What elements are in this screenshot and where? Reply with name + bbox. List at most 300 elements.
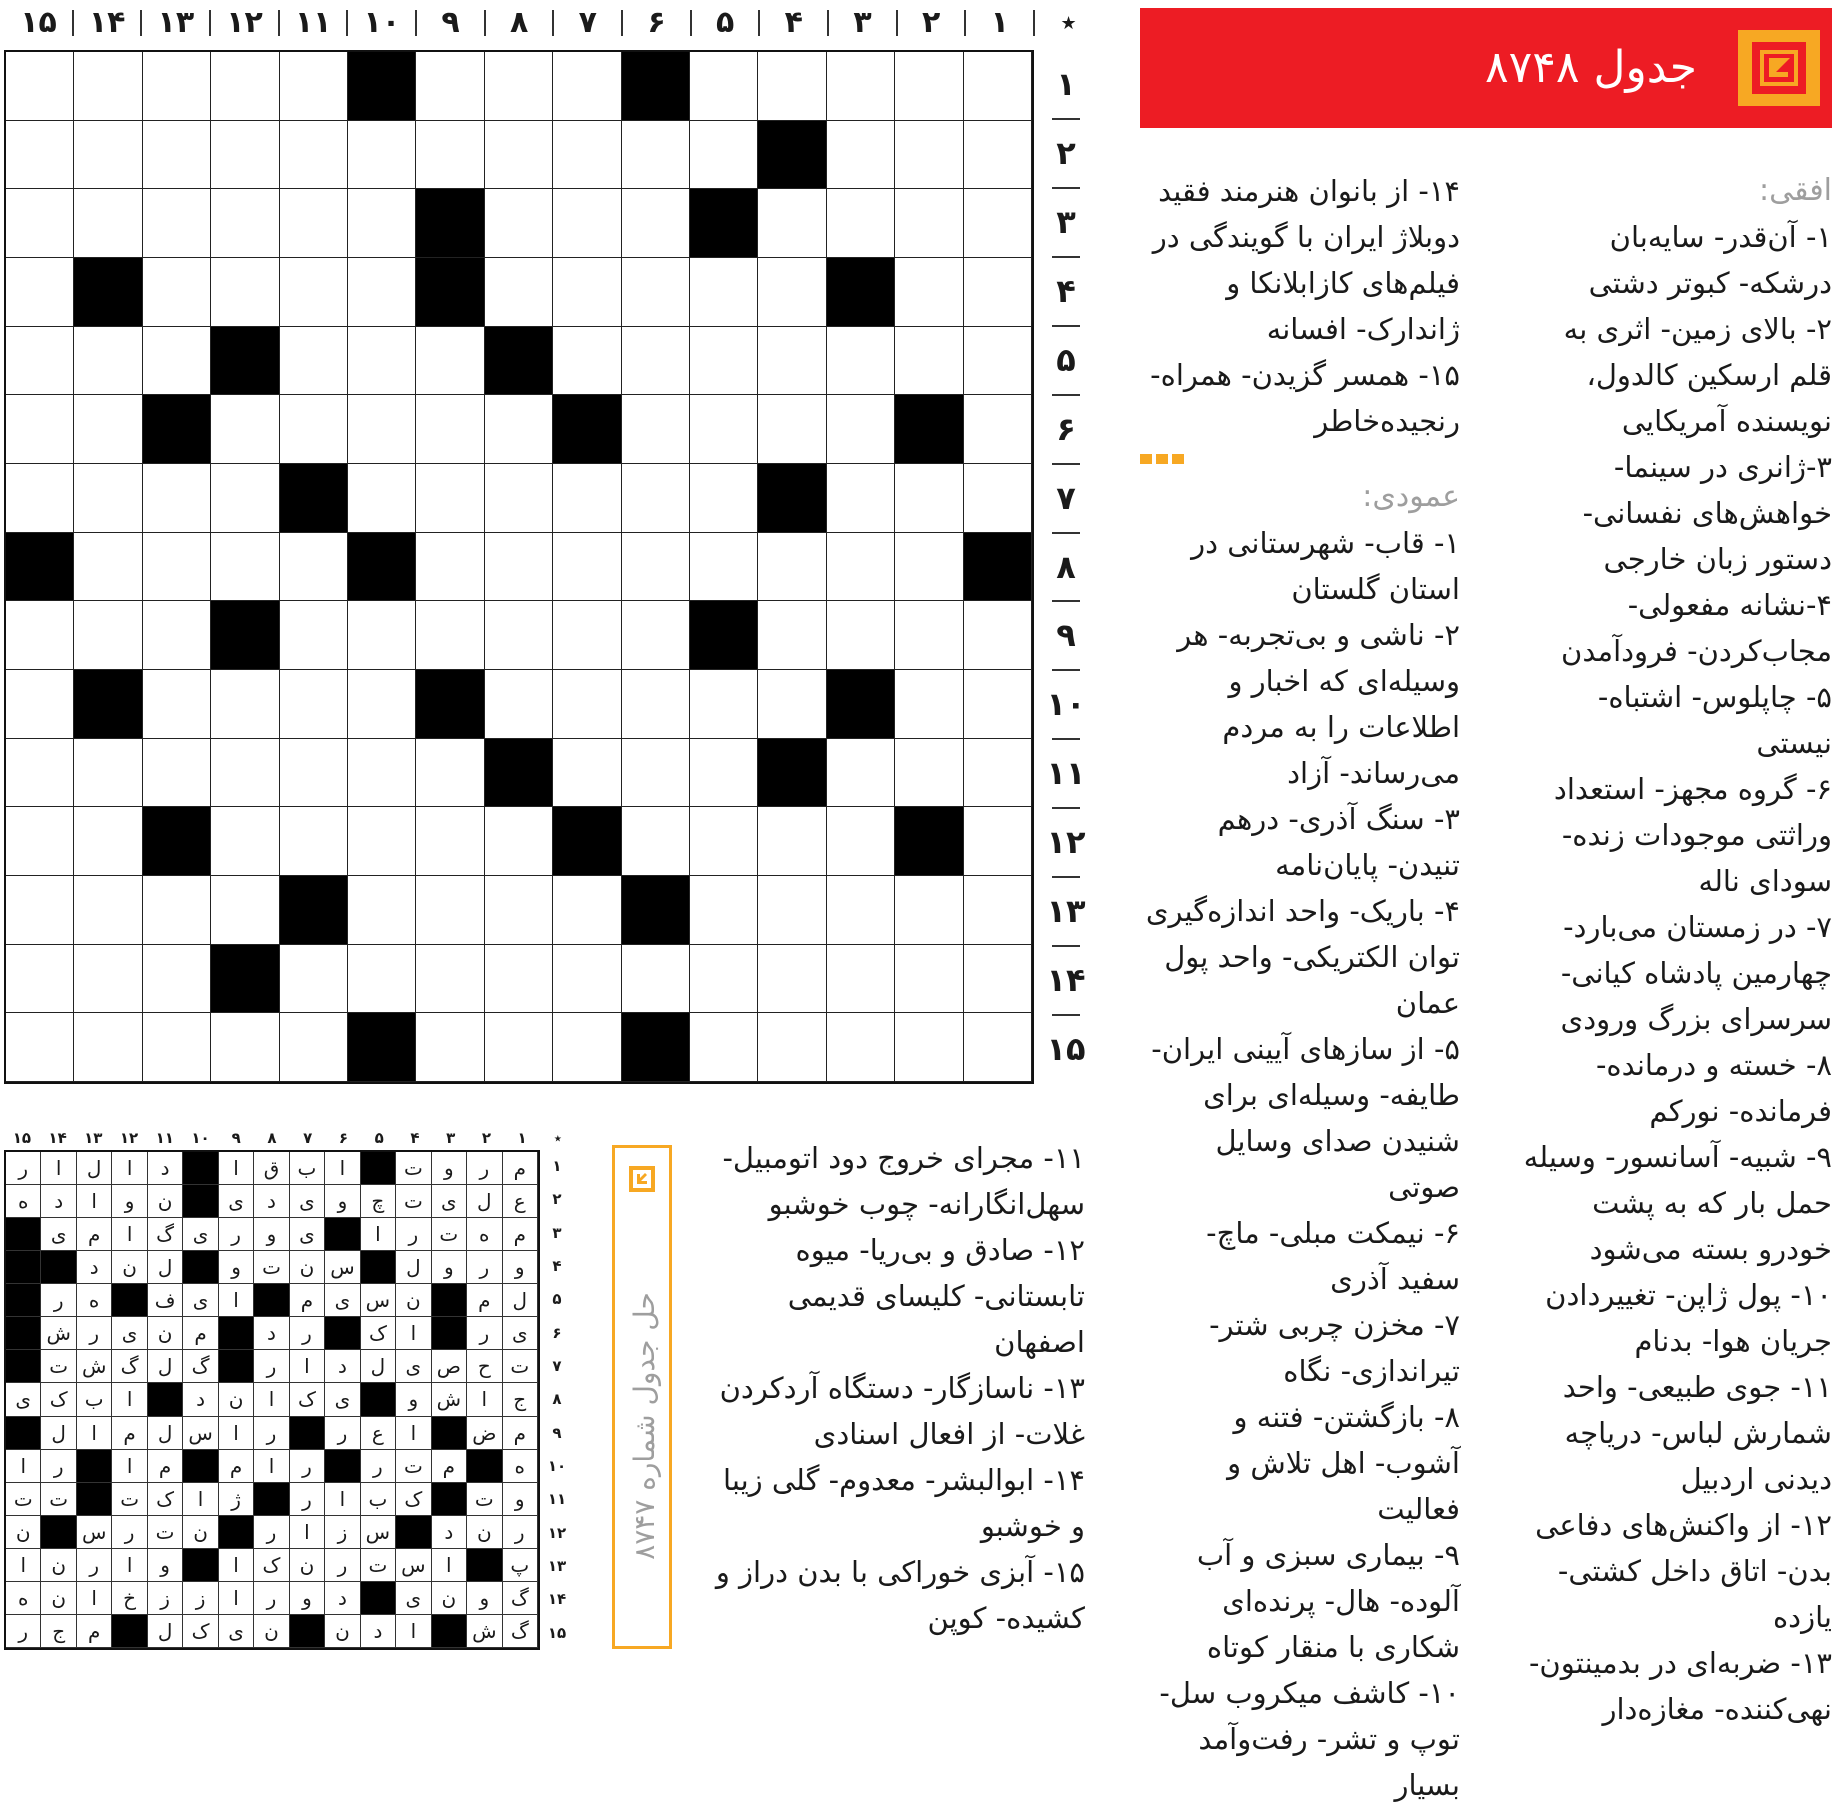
crossword-cell[interactable] xyxy=(827,807,895,876)
down-clue: ۱۰- کاشف میکروب سل- توپ و تشر- رفت‌وآمد بسیار xyxy=(1159,1676,1460,1802)
solution-letter: گ xyxy=(112,1350,147,1383)
crossword-cell[interactable] xyxy=(758,670,826,739)
solution-letter: ع xyxy=(361,1417,396,1450)
crossword-cell[interactable] xyxy=(416,601,484,670)
crossword-cell[interactable] xyxy=(622,189,690,258)
crossword-cell[interactable] xyxy=(416,876,484,945)
crossword-cell[interactable] xyxy=(211,52,279,121)
crossword-cell[interactable] xyxy=(348,395,416,464)
crossword-cell[interactable] xyxy=(74,807,142,876)
crossword-cell[interactable] xyxy=(895,1013,963,1082)
crossword-cell[interactable] xyxy=(827,945,895,1014)
crossword-cell[interactable] xyxy=(485,395,553,464)
crossword-cell[interactable] xyxy=(74,739,142,808)
crossword-cell[interactable] xyxy=(6,1013,74,1082)
crossword-cell[interactable] xyxy=(348,189,416,258)
crossword-grid[interactable] xyxy=(4,50,1034,1084)
crossword-cell[interactable] xyxy=(690,739,758,808)
crossword-cell[interactable] xyxy=(758,189,826,258)
crossword-cell[interactable] xyxy=(74,945,142,1014)
solution-letter: ا xyxy=(254,1383,289,1416)
crossword-cell[interactable] xyxy=(416,807,484,876)
crossword-cell[interactable] xyxy=(74,121,142,190)
crossword-cell[interactable] xyxy=(143,1013,211,1082)
solution-label-box xyxy=(612,1145,672,1649)
crossword-cell[interactable] xyxy=(622,670,690,739)
crossword-cell[interactable] xyxy=(553,464,621,533)
crossword-cell[interactable] xyxy=(74,52,142,121)
crossword-cell[interactable] xyxy=(6,601,74,670)
solution-black-square xyxy=(432,1417,467,1450)
down-clue: ۶- نیمکت مبلی- ماچ- سفید آذری xyxy=(1206,1216,1460,1296)
solution-letter: م xyxy=(219,1450,254,1483)
crossword-cell[interactable] xyxy=(895,258,963,327)
crossword-cell[interactable] xyxy=(211,1013,279,1082)
crossword-cell[interactable] xyxy=(74,533,142,602)
crossword-cell[interactable] xyxy=(416,121,484,190)
solution-row-label: ۸ xyxy=(552,1390,562,1409)
crossword-cell[interactable] xyxy=(485,1013,553,1082)
black-square xyxy=(964,533,1032,602)
solution-letter: ا xyxy=(325,1483,360,1516)
black-square xyxy=(827,670,895,739)
solution-row-label: ۱۲ xyxy=(547,1523,567,1542)
solution-letter: ش xyxy=(432,1383,467,1416)
solution-letter: د xyxy=(254,1317,289,1350)
solution-black-square xyxy=(325,1317,360,1350)
crossword-cell[interactable] xyxy=(758,601,826,670)
crossword-cell[interactable] xyxy=(964,1013,1032,1082)
solution-letter: ی xyxy=(183,1218,218,1251)
crossword-cell[interactable] xyxy=(6,327,74,396)
row-label: ۴ xyxy=(1056,271,1076,310)
crossword-cell[interactable] xyxy=(895,327,963,396)
crossword-cell[interactable] xyxy=(280,601,348,670)
crossword-cell[interactable] xyxy=(348,327,416,396)
crossword-cell[interactable] xyxy=(211,189,279,258)
column-label: ۱۱ xyxy=(294,5,332,40)
crossword-cell[interactable] xyxy=(964,945,1032,1014)
solution-letter: ی xyxy=(112,1317,147,1350)
crossword-cell[interactable] xyxy=(143,876,211,945)
crossword-cell[interactable] xyxy=(622,739,690,808)
solution-letter: ر xyxy=(325,1549,360,1582)
solution-letter: ک xyxy=(148,1483,183,1516)
solution-letter: ا xyxy=(219,1152,254,1185)
crossword-cell[interactable] xyxy=(143,121,211,190)
solution-letter: ت xyxy=(432,1218,467,1251)
solution-black-square xyxy=(219,1350,254,1383)
solution-letter: ک xyxy=(396,1483,431,1516)
solution-row-label: ۱ xyxy=(552,1157,562,1175)
down-clue-list-continued xyxy=(705,1135,1085,1641)
crossword-cell[interactable] xyxy=(485,189,553,258)
crossword-cell[interactable] xyxy=(211,807,279,876)
crossword-cell[interactable] xyxy=(280,739,348,808)
solution-letter: ی xyxy=(503,1317,538,1350)
crossword-cell[interactable] xyxy=(758,1013,826,1082)
crossword-cell[interactable] xyxy=(211,464,279,533)
crossword-cell[interactable] xyxy=(348,807,416,876)
crossword-cell[interactable] xyxy=(485,807,553,876)
crossword-cell[interactable] xyxy=(348,464,416,533)
solution-letter: ز xyxy=(148,1582,183,1615)
across-clue: ۱۱- جوی طبیعی- واحد شمارش لباس- دریاچه دیدنی اردبیل xyxy=(1562,1370,1832,1496)
crossword-cell[interactable] xyxy=(280,670,348,739)
crossword-cell[interactable] xyxy=(74,876,142,945)
solution-letter: ی xyxy=(219,1615,254,1648)
down-clue: ۱۵- آبزی خوراکی با بدن دراز و کشیده- کوپن xyxy=(715,1555,1085,1635)
crossword-cell[interactable] xyxy=(416,327,484,396)
crossword-cell[interactable] xyxy=(211,258,279,327)
column-label: ۷ xyxy=(578,5,597,40)
solution-letter: ه xyxy=(6,1582,41,1615)
crossword-cell[interactable] xyxy=(758,876,826,945)
solution-letter: م xyxy=(77,1615,112,1648)
crossword-cell[interactable] xyxy=(74,1013,142,1082)
crossword-cell[interactable] xyxy=(827,601,895,670)
crossword-cell[interactable] xyxy=(348,258,416,327)
crossword-cell[interactable] xyxy=(690,945,758,1014)
crossword-cell[interactable] xyxy=(622,945,690,1014)
crossword-cell[interactable] xyxy=(143,52,211,121)
crossword-cell[interactable] xyxy=(211,121,279,190)
down-clue: ۵- از سازهای آیینی ایران- طایفه- وسیله‌ای برای شنیدن صدای وسایل صوتی xyxy=(1151,1032,1460,1204)
solution-column-label: ۹ xyxy=(231,1129,241,1147)
solution-column-label: ۱ xyxy=(517,1129,527,1147)
crossword-cell[interactable] xyxy=(74,395,142,464)
crossword-cell[interactable] xyxy=(758,945,826,1014)
crossword-cell[interactable] xyxy=(964,189,1032,258)
solution-letter: د xyxy=(254,1185,289,1218)
crossword-cell[interactable] xyxy=(622,533,690,602)
crossword-cell[interactable] xyxy=(690,1013,758,1082)
solution-row-label: ۳ xyxy=(552,1223,562,1242)
solution-letter: ا xyxy=(396,1615,431,1648)
crossword-cell[interactable] xyxy=(211,395,279,464)
crossword-cell[interactable] xyxy=(6,189,74,258)
crossword-cell[interactable] xyxy=(690,395,758,464)
crossword-cell[interactable] xyxy=(895,52,963,121)
column-label: ۱۳ xyxy=(157,5,195,40)
solution-letter: ت xyxy=(396,1450,431,1483)
crossword-cell[interactable] xyxy=(758,395,826,464)
crossword-cell[interactable] xyxy=(553,945,621,1014)
crossword-cell[interactable] xyxy=(964,327,1032,396)
solution-black-square xyxy=(325,1450,360,1483)
crossword-cell[interactable] xyxy=(895,601,963,670)
solution-letter: ک xyxy=(254,1549,289,1582)
solution-black-square xyxy=(432,1615,467,1648)
crossword-cell[interactable] xyxy=(211,670,279,739)
crossword-cell[interactable] xyxy=(485,601,553,670)
across-clue-list-continued xyxy=(1140,168,1460,444)
crossword-cell[interactable] xyxy=(758,327,826,396)
solution-letter: ن xyxy=(183,1516,218,1549)
solution-black-square xyxy=(467,1450,502,1483)
crossword-cell[interactable] xyxy=(622,807,690,876)
solution-letter: ا xyxy=(361,1218,396,1251)
crossword-cell[interactable] xyxy=(485,533,553,602)
solution-letter: و xyxy=(325,1185,360,1218)
crossword-cell[interactable] xyxy=(348,945,416,1014)
crossword-cell[interactable] xyxy=(553,739,621,808)
solution-black-square xyxy=(361,1383,396,1416)
solution-letter: ن xyxy=(41,1549,76,1582)
crossword-cell[interactable] xyxy=(895,189,963,258)
solution-letter: ل xyxy=(396,1251,431,1284)
solution-letter: س xyxy=(77,1516,112,1549)
crossword-cell[interactable] xyxy=(143,189,211,258)
crossword-cell[interactable] xyxy=(6,876,74,945)
crossword-cell[interactable] xyxy=(143,464,211,533)
solution-black-square xyxy=(290,1417,325,1450)
crossword-cell[interactable] xyxy=(895,876,963,945)
crossword-cell[interactable] xyxy=(622,601,690,670)
crossword-cell[interactable] xyxy=(758,533,826,602)
crossword-cell[interactable] xyxy=(895,533,963,602)
crossword-cell[interactable] xyxy=(827,533,895,602)
crossword-cell[interactable] xyxy=(74,189,142,258)
row-label: ۳ xyxy=(1056,202,1076,241)
solution-letter: ا xyxy=(77,1417,112,1450)
crossword-cell[interactable] xyxy=(690,464,758,533)
solution-column-label: ۷ xyxy=(303,1129,313,1147)
solution-letter: ر xyxy=(325,1417,360,1450)
crossword-cell[interactable] xyxy=(690,670,758,739)
down-clue: ۳- سنگ آذری- درهم تنیدن- پایان‌نامه xyxy=(1217,802,1460,882)
crossword-cell[interactable] xyxy=(74,601,142,670)
black-square xyxy=(758,121,826,190)
crossword-cell[interactable] xyxy=(280,258,348,327)
crossword-cell[interactable] xyxy=(280,1013,348,1082)
crossword-cell[interactable] xyxy=(690,52,758,121)
crossword-cell[interactable] xyxy=(280,189,348,258)
crossword-cell[interactable] xyxy=(690,121,758,190)
crossword-cell[interactable] xyxy=(143,601,211,670)
solution-column-label: ۱۴ xyxy=(48,1129,67,1147)
solution-letter: ا xyxy=(112,1218,147,1251)
crossword-cell[interactable] xyxy=(485,945,553,1014)
crossword-cell[interactable] xyxy=(964,121,1032,190)
crossword-cell[interactable] xyxy=(895,739,963,808)
down-clue: ۷- مخزن چربی شتر- تیراندازی- نگاه xyxy=(1209,1308,1460,1388)
crossword-cell[interactable] xyxy=(553,258,621,327)
column-label: ۴ xyxy=(784,5,803,40)
solution-row-label: ۱۱ xyxy=(547,1490,567,1509)
solution-letter: ا xyxy=(6,1549,41,1582)
crossword-row-numbers xyxy=(1040,50,1092,1084)
crossword-cell[interactable] xyxy=(964,258,1032,327)
crossword-cell[interactable] xyxy=(211,739,279,808)
crossword-cell[interactable] xyxy=(280,395,348,464)
separator-dots xyxy=(1140,444,1460,474)
crossword-cell[interactable] xyxy=(622,258,690,327)
solution-black-square xyxy=(432,1317,467,1350)
solution-letter: ر xyxy=(41,1450,76,1483)
solution-letter: و xyxy=(112,1185,147,1218)
crossword-cell[interactable] xyxy=(280,945,348,1014)
crossword-cell[interactable] xyxy=(827,395,895,464)
solution-black-square xyxy=(254,1284,289,1317)
crossword-cell[interactable] xyxy=(485,464,553,533)
crossword-cell[interactable] xyxy=(6,258,74,327)
crossword-cell[interactable] xyxy=(964,395,1032,464)
crossword-cell[interactable] xyxy=(553,533,621,602)
solution-letter: ا xyxy=(77,1582,112,1615)
crossword-cell[interactable] xyxy=(690,876,758,945)
solution-black-square xyxy=(183,1185,218,1218)
crossword-cell[interactable] xyxy=(74,327,142,396)
crossword-cell[interactable] xyxy=(553,1013,621,1082)
crossword-cell[interactable] xyxy=(758,807,826,876)
solution-letter: ا xyxy=(183,1483,218,1516)
crossword-cell[interactable] xyxy=(895,670,963,739)
crossword-cell[interactable] xyxy=(553,52,621,121)
crossword-cell[interactable] xyxy=(485,670,553,739)
crossword-cell[interactable] xyxy=(348,601,416,670)
crossword-cell[interactable] xyxy=(622,395,690,464)
crossword-cell[interactable] xyxy=(416,52,484,121)
down-clue: ۴- باریک- واحد اندازه‌گیری توان الکتریکی- واحد پول عمان xyxy=(1145,894,1460,1020)
crossword-cell[interactable] xyxy=(553,327,621,396)
crossword-cell[interactable] xyxy=(280,533,348,602)
crossword-cell[interactable] xyxy=(6,464,74,533)
solution-letter: ک xyxy=(183,1615,218,1648)
crossword-cell[interactable] xyxy=(553,876,621,945)
crossword-cell[interactable] xyxy=(6,807,74,876)
crossword-cell[interactable] xyxy=(827,327,895,396)
solution-column-label: ۱۱ xyxy=(155,1129,174,1147)
crossword-cell[interactable] xyxy=(416,395,484,464)
crossword-cell[interactable] xyxy=(758,52,826,121)
crossword-cell[interactable] xyxy=(143,327,211,396)
crossword-cell[interactable] xyxy=(485,121,553,190)
solution-letter: ا xyxy=(396,1417,431,1450)
crossword-cell[interactable] xyxy=(485,52,553,121)
across-clue: ۷- در زمستان می‌بارد- چهارمین پادشاه کیانی- سرسرای بزرگ ورودی xyxy=(1560,910,1832,1036)
solution-letter: ر xyxy=(290,1450,325,1483)
crossword-cell[interactable] xyxy=(6,945,74,1014)
crossword-cell[interactable] xyxy=(622,327,690,396)
crossword-cell[interactable] xyxy=(553,670,621,739)
solution-letter: ا xyxy=(254,1450,289,1483)
crossword-cell[interactable] xyxy=(690,258,758,327)
solution-letter: ر xyxy=(361,1450,396,1483)
solution-letter: م xyxy=(148,1450,183,1483)
crossword-cell[interactable] xyxy=(416,1013,484,1082)
crossword-cell[interactable] xyxy=(280,807,348,876)
down-clue: ۱۲- صادق و بی‌ریا- میوه تابستانی- کلیسای قدیمی اصفهان xyxy=(787,1233,1085,1359)
crossword-cell[interactable] xyxy=(964,52,1032,121)
crossword-cell[interactable] xyxy=(6,121,74,190)
crossword-cell[interactable] xyxy=(485,258,553,327)
solution-letter: ر xyxy=(467,1317,502,1350)
crossword-cell[interactable] xyxy=(280,121,348,190)
puzzle-title: جدول ۸۷۴۸ xyxy=(1484,42,1697,93)
solution-letter: م xyxy=(290,1284,325,1317)
solution-letter: ر xyxy=(6,1152,41,1185)
crossword-cell[interactable] xyxy=(416,464,484,533)
crossword-cell[interactable] xyxy=(827,189,895,258)
across-clue: ۴-نشانه مفعولی-مجاب‌کردن- فرودآمدن xyxy=(1561,588,1832,668)
crossword-cell[interactable] xyxy=(827,739,895,808)
crossword-cell[interactable] xyxy=(6,395,74,464)
crossword-cell[interactable] xyxy=(827,52,895,121)
crossword-cell[interactable] xyxy=(6,670,74,739)
solution-letter: ن xyxy=(290,1549,325,1582)
solution-letter: م xyxy=(467,1284,502,1317)
crossword-cell[interactable] xyxy=(74,464,142,533)
crossword-cell[interactable] xyxy=(280,327,348,396)
crossword-cell[interactable] xyxy=(348,739,416,808)
crossword-cell[interactable] xyxy=(827,1013,895,1082)
crossword-cell[interactable] xyxy=(964,464,1032,533)
crossword-cell[interactable] xyxy=(416,945,484,1014)
crossword-cell[interactable] xyxy=(416,739,484,808)
crossword-cell[interactable] xyxy=(348,876,416,945)
crossword-cell[interactable] xyxy=(553,601,621,670)
crossword-cell[interactable] xyxy=(622,121,690,190)
crossword-cell[interactable] xyxy=(416,533,484,602)
crossword-cell[interactable] xyxy=(964,807,1032,876)
solution-row-label: ۱۳ xyxy=(547,1557,567,1575)
crossword-cell[interactable] xyxy=(553,189,621,258)
crossword-cell[interactable] xyxy=(827,876,895,945)
crossword-cell[interactable] xyxy=(690,327,758,396)
black-square xyxy=(553,395,621,464)
crossword-cell[interactable] xyxy=(485,876,553,945)
crossword-cell[interactable] xyxy=(348,670,416,739)
crossword-cell[interactable] xyxy=(895,945,963,1014)
solution-letter: خ xyxy=(112,1582,147,1615)
solution-column-label: ۳ xyxy=(446,1129,456,1147)
crossword-cell[interactable] xyxy=(143,258,211,327)
crossword-cell[interactable] xyxy=(143,670,211,739)
crossword-cell[interactable] xyxy=(6,739,74,808)
crossword-cell[interactable] xyxy=(280,52,348,121)
solution-letter: و xyxy=(396,1383,431,1416)
crossword-cell[interactable] xyxy=(211,533,279,602)
crossword-cell[interactable] xyxy=(895,464,963,533)
crossword-cell[interactable] xyxy=(143,533,211,602)
crossword-cell[interactable] xyxy=(690,807,758,876)
crossword-cell[interactable] xyxy=(143,739,211,808)
solution-letter: چ xyxy=(361,1185,396,1218)
crossword-cell[interactable] xyxy=(6,52,74,121)
solution-letter: ی xyxy=(432,1185,467,1218)
crossword-cell[interactable] xyxy=(964,670,1032,739)
crossword-cell[interactable] xyxy=(553,121,621,190)
solution-column-label: ۱۲ xyxy=(119,1129,139,1147)
crossword-cell[interactable] xyxy=(211,876,279,945)
crossword-cell[interactable] xyxy=(622,464,690,533)
crossword-cell[interactable] xyxy=(143,945,211,1014)
solution-letter: ا xyxy=(219,1284,254,1317)
crossword-cell[interactable] xyxy=(964,739,1032,808)
crossword-cell[interactable] xyxy=(348,121,416,190)
crossword-cell[interactable] xyxy=(827,121,895,190)
down-clue: ۸- بازگشتن- فتنه و آشوب- اهل تلاش و فعالیت xyxy=(1227,1400,1460,1526)
crossword-cell[interactable] xyxy=(758,258,826,327)
solution-letter: م xyxy=(503,1152,538,1185)
solution-letter: ب xyxy=(361,1483,396,1516)
crossword-cell[interactable] xyxy=(895,121,963,190)
crossword-cell[interactable] xyxy=(827,464,895,533)
crossword-cell[interactable] xyxy=(690,533,758,602)
crossword-cell[interactable] xyxy=(964,876,1032,945)
crossword-cell[interactable] xyxy=(964,601,1032,670)
